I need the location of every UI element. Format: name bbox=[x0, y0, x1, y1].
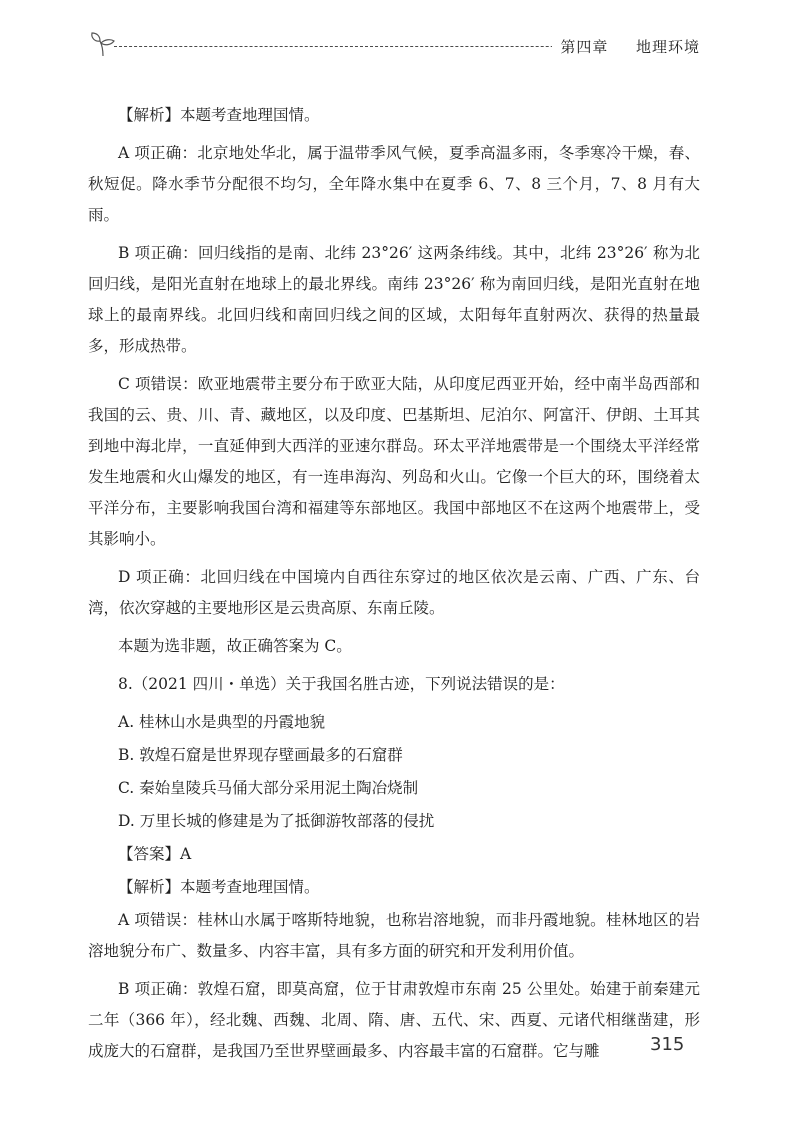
explanation-option-d: D 项正确：北回归线在中国境内自西往东穿过的地区依次是云南、广西、广东、台湾，依次穿越的主要地形区是云贵高原、东南丘陵。 bbox=[88, 568, 700, 617]
answer-value: A bbox=[180, 845, 192, 863]
page-number: 315 bbox=[650, 1034, 685, 1055]
answer-conclusion: 本题为选非题，故正确答案为 C。 bbox=[118, 637, 352, 655]
explanation-option-a: A 项正确：北京地处华北，属于温带季风气候，夏季高温多雨，冬季寒冷干燥，春、秋短促。降水季节分配很不均匀，全年降水集中在夏季 6、7、8 三个月，7、8 月有大雨。 bbox=[88, 144, 700, 224]
question-8-option-a: A. 桂林山水是典型的丹霞地貌 bbox=[118, 713, 326, 731]
question-8-analysis-heading bbox=[88, 872, 700, 903]
question-8-explanation-b: B 项正确：敦煌石窟，即莫高窟，位于甘肃敦煌市东南 25 公里处。始建于前秦建元二年（366 年），经北魏、西魏、北周、隋、唐、五代、宋、西夏、元诸代相继凿建，形成庞大的石窟群，是我国乃至世界壁画最多、内容最丰富的石窟群。它与雕 bbox=[88, 980, 700, 1060]
analysis-heading bbox=[88, 100, 700, 131]
page-header bbox=[82, 30, 700, 60]
chapter-heading bbox=[552, 36, 700, 57]
analysis-tag: 【解析】 bbox=[118, 878, 181, 896]
explanation-option-b: B 项正确：回归线指的是南、北纬 23°26′ 这两条纬线。其中，北纬 23°26′ 称为北回归线，是阳光直射在地球上的最北界线。南纬 23°26′ 称为南回归线，是阳光直射在地球上的最南界线。北回归线和南回归线之间的区域，太阳每年直射两次、获得的热量最多，形成热带。 bbox=[88, 244, 700, 355]
analysis-text: 本题考查地理国情。 bbox=[180, 878, 320, 896]
chapter-title: 地理环境 bbox=[635, 38, 700, 56]
question-8-explanation-a: A 项错误：桂林山水属于喀斯特地貌，也称岩溶地貌，而非丹霞地貌。桂林地区的岩溶地貌分布广、数量多、内容丰富，具有多方面的研究和开发利用价值。 bbox=[88, 911, 700, 960]
analysis-tag: 【解析】 bbox=[118, 106, 181, 124]
question-8-option-c: C. 秦始皇陵兵马俑大部分采用泥土陶冶烧制 bbox=[118, 779, 419, 797]
answer-tag: 【答案】 bbox=[118, 845, 181, 863]
question-8-answer bbox=[88, 839, 700, 870]
question-8-option-d: D. 万里长城的修建是为了抵御游牧部落的侵扰 bbox=[118, 812, 435, 830]
analysis-text: 本题考查地理国情。 bbox=[180, 106, 320, 124]
explanation-option-c: C 项错误：欧亚地震带主要分布于欧亚大陆，从印度尼西亚开始，经中南半岛西部和我国的云、贵、川、青、藏地区，以及印度、巴基斯坦、尼泊尔、阿富汗、伊朗、土耳其到地中海北岸，一直延伸到大西洋的亚速尔群岛。环太平洋地震带是一个围绕太平洋经常发生地震和火山爆发的地区，有一连串海沟、列岛和火山。它像一个巨大的环，围绕着太平洋分布，主要影响我国台湾和福建等东部地区。我国中部地区不在这两个地震带上，受其影响小。 bbox=[88, 375, 700, 548]
header-divider bbox=[114, 46, 619, 47]
sprout-icon bbox=[86, 30, 120, 58]
question-8-option-b: B. 敦煌石窟是世界现存壁画最多的石窟群 bbox=[118, 746, 403, 764]
chapter-number: 第四章 bbox=[560, 38, 609, 56]
page-body bbox=[88, 100, 700, 1074]
question-8-stem: 8.（2021 四川・单选）关于我国名胜古迹，下列说法错误的是： bbox=[118, 675, 565, 693]
